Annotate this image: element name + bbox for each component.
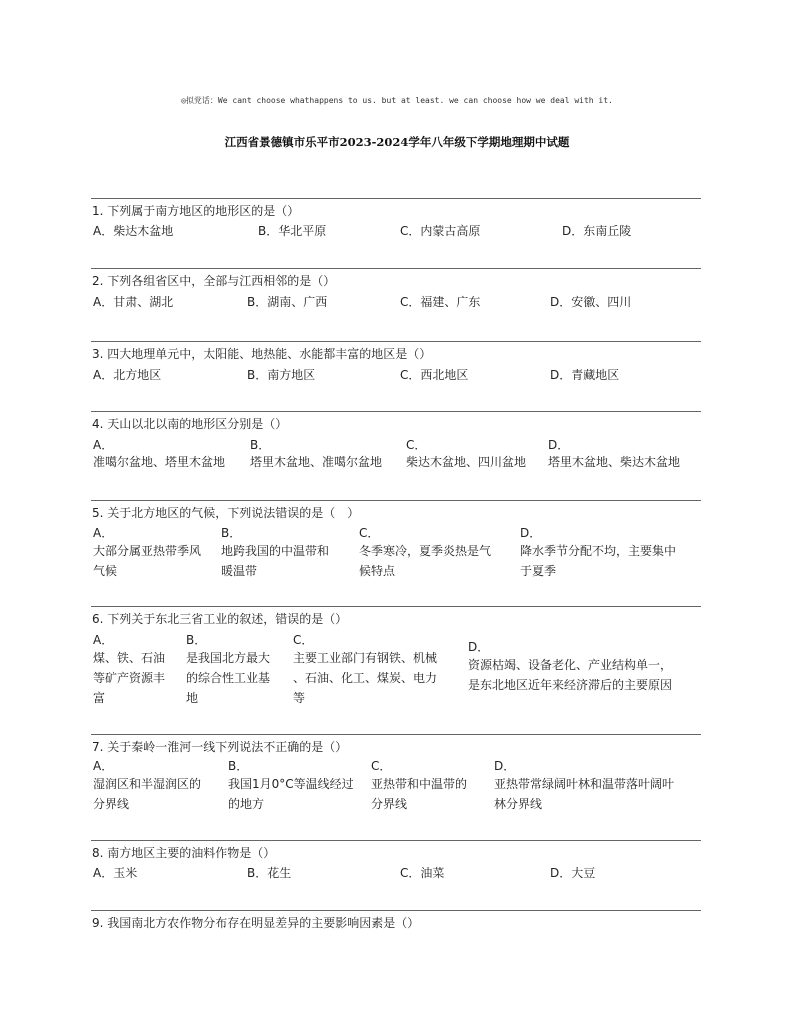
option-line: 是我国北方最大 <box>186 651 271 665</box>
question-stem: 8. 南方地区主要的油料作物是（） <box>92 846 276 860</box>
option-line: 暖温带 <box>221 564 258 578</box>
motto-line: ◎拟党话：We cant choose whathappens to us. but at least. we can choose how we deal with it. <box>181 96 613 105</box>
question-5 <box>92 505 702 578</box>
option-line: 等 <box>293 691 306 705</box>
option-d[interactable] <box>520 525 676 581</box>
option-b[interactable]: B．花生 <box>247 866 292 880</box>
option-c[interactable] <box>371 758 467 814</box>
option-letter: D． <box>520 526 542 540</box>
question-4 <box>92 416 702 469</box>
option-letter: D． <box>468 640 490 654</box>
question-3 <box>92 346 702 382</box>
option-b[interactable] <box>221 525 329 581</box>
option-d[interactable] <box>548 437 680 471</box>
option-letter: A． <box>93 438 114 452</box>
option-line: 地跨我国的中温带和 <box>221 544 330 558</box>
option-line: 主要工业部门有钢铁、机械 <box>293 651 438 665</box>
page-title: 江西省景德镇市乐平市2023-2024学年八年级下学期地理期中试题 <box>224 135 570 149</box>
option-line: 湿润区和半湿润区的 <box>93 777 202 791</box>
option-d[interactable] <box>468 639 672 695</box>
option-line: 分界线 <box>371 797 408 811</box>
option-a[interactable] <box>93 437 225 471</box>
option-line: 大部分属亚热带季风 <box>93 544 202 558</box>
question-stem: 1. 下列属于南方地区的地形区的是（） <box>92 204 300 218</box>
option-line: 、石油、化工、煤炭、电力 <box>293 671 438 685</box>
option-line: 亚热带和中温带的 <box>371 777 468 791</box>
option-line: 资源枯竭、设备老化、产业结构单一， <box>468 658 673 672</box>
question-2 <box>92 273 702 309</box>
option-line: 候特点 <box>359 564 396 578</box>
option-letter: A． <box>93 633 114 647</box>
option-text: 柴达木盆地、四川盆地 <box>406 455 527 469</box>
option-line: 等矿产资源丰 <box>93 671 166 685</box>
divider <box>91 411 701 412</box>
option-d[interactable]: D．青藏地区 <box>550 368 620 382</box>
option-line: 气候 <box>93 564 118 578</box>
option-line: 林分界线 <box>494 797 543 811</box>
option-d[interactable] <box>494 758 674 814</box>
option-line: 亚热带常绿阔叶林和温带落叶阔叶 <box>494 777 675 791</box>
option-text: 塔里木盆地、柴达木盆地 <box>548 455 681 469</box>
divider <box>91 910 701 911</box>
option-line: 降水季节分配不均，主要集中 <box>520 544 677 558</box>
question-stem: 7. 关于秦岭一淮河一线下列说法不正确的是（） <box>92 740 348 754</box>
option-b[interactable] <box>250 437 382 471</box>
option-a[interactable]: A．北方地区 <box>93 368 162 382</box>
option-letter: B． <box>228 759 249 773</box>
option-line: 是东北地区近年来经济滞后的主要原因 <box>468 678 673 692</box>
option-line: 煤、铁、石油 <box>93 651 166 665</box>
option-text: 准噶尔盆地、塔里木盆地 <box>93 455 226 469</box>
question-1 <box>92 203 702 238</box>
option-b[interactable] <box>186 632 270 708</box>
option-line: 于夏季 <box>520 564 557 578</box>
divider <box>91 606 701 607</box>
option-d[interactable]: D．安徽、四川 <box>550 295 632 309</box>
option-a[interactable] <box>93 632 165 708</box>
option-text: 塔里木盆地、准噶尔盆地 <box>250 455 383 469</box>
option-d[interactable]: D．大豆 <box>550 866 596 880</box>
option-letter: B． <box>250 438 271 452</box>
option-letter: C． <box>359 526 380 540</box>
option-letter: B． <box>186 633 207 647</box>
divider <box>91 734 701 735</box>
option-b[interactable] <box>228 758 354 814</box>
option-c[interactable]: C．油菜 <box>400 866 445 880</box>
option-line: 的地方 <box>228 797 265 811</box>
option-line: 分界线 <box>93 797 130 811</box>
option-b[interactable]: B．湖南、广西 <box>247 295 328 309</box>
question-stem: 9. 我国南北方农作物分布存在明显差异的主要影响因素是（） <box>92 916 420 930</box>
option-letter: B． <box>221 526 242 540</box>
option-a[interactable] <box>93 525 201 581</box>
question-stem: 3. 四大地理单元中，太阳能、地热能、水能都丰富的地区是（） <box>92 347 432 361</box>
question-stem: 4. 天山以北以南的地形区分别是（） <box>92 417 288 431</box>
question-9 <box>92 915 702 932</box>
question-8 <box>92 845 702 880</box>
option-letter: C． <box>371 759 392 773</box>
question-stem: 2. 下列各组省区中，全部与江西相邻的是（） <box>92 274 336 288</box>
question-stem: 5. 关于北方地区的气候，下列说法错误的是（ ） <box>92 506 360 520</box>
divider <box>91 840 701 841</box>
option-letter: A． <box>93 526 114 540</box>
option-letter: C． <box>406 438 427 452</box>
option-line: 的综合性工业基 <box>186 671 271 685</box>
option-line: 冬季寒冷，夏季炎热是气 <box>359 544 492 558</box>
option-letter: C． <box>293 633 314 647</box>
option-c[interactable] <box>293 632 437 708</box>
option-letter: D． <box>548 438 570 452</box>
option-c[interactable] <box>406 437 526 471</box>
option-letter: A． <box>93 759 114 773</box>
option-c[interactable]: C．内蒙古高原 <box>400 224 481 238</box>
option-line: 富 <box>93 691 106 705</box>
option-a[interactable]: A．甘肃、湖北 <box>93 295 174 309</box>
option-b[interactable]: B．华北平原 <box>258 224 327 238</box>
option-line: 地 <box>186 691 199 705</box>
option-d[interactable]: D．东南丘陵 <box>562 224 632 238</box>
option-a[interactable] <box>93 758 201 814</box>
divider <box>91 198 701 199</box>
option-b[interactable]: B．南方地区 <box>247 368 316 382</box>
option-c[interactable]: C．西北地区 <box>400 368 469 382</box>
divider <box>91 341 701 342</box>
option-a[interactable]: A．玉米 <box>93 866 138 880</box>
option-a[interactable]: A．柴达木盆地 <box>93 224 174 238</box>
question-7 <box>92 739 702 811</box>
divider <box>91 500 701 501</box>
option-c[interactable]: C．福建、广东 <box>400 295 481 309</box>
option-line: 我国1月0°C等温线经过 <box>228 777 354 791</box>
question-stem: 6. 下列关于东北三省工业的叙述，错误的是（） <box>92 612 348 626</box>
question-6 <box>92 611 702 705</box>
divider <box>91 268 701 269</box>
option-c[interactable] <box>359 525 491 581</box>
option-letter: D． <box>494 759 516 773</box>
